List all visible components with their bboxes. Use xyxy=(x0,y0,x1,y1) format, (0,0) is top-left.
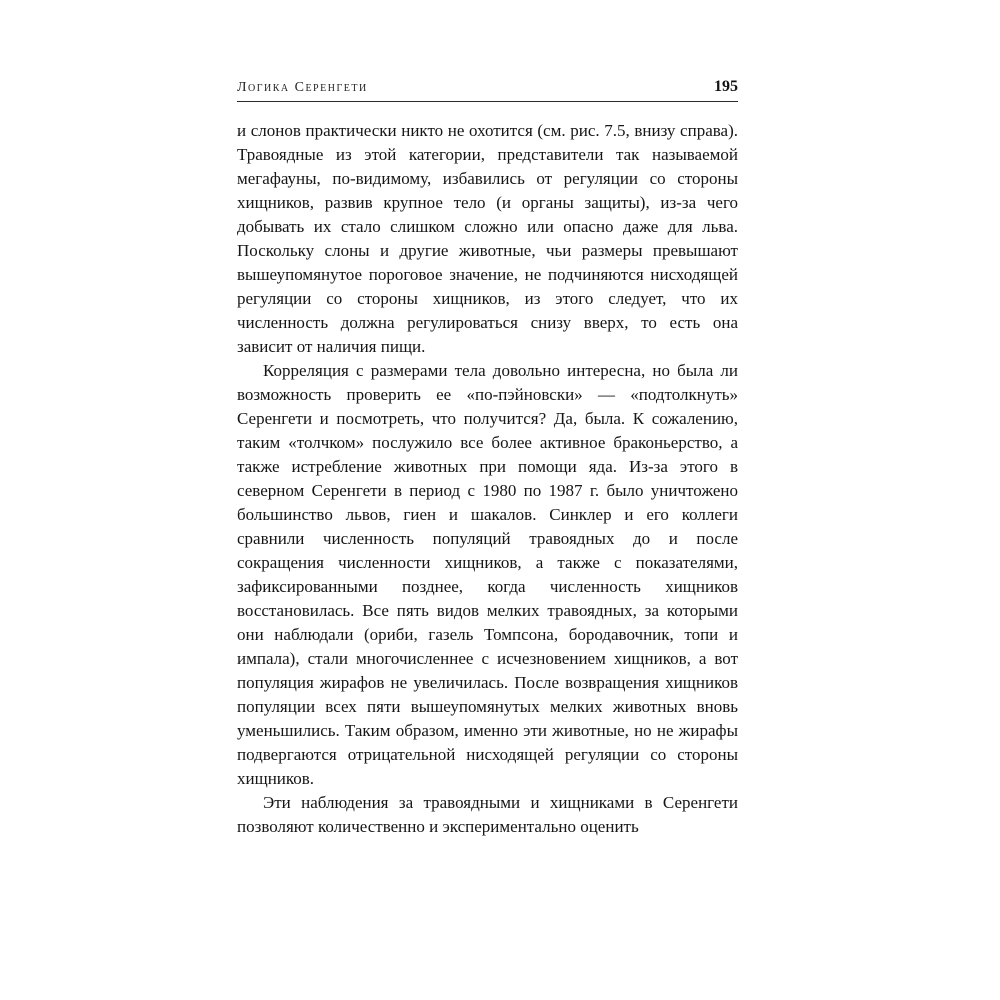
paragraph-continuation: и слонов практически никто не охотится (см. рис. 7.5, внизу справа). Травоядные из этой категории, представители так называемой мегафауны, по-видимому, избавились от регуляции со стороны хищников, развив крупное тело (и органы защиты), из-за чего добывать их стало слишком сложно или опасно даже для льва. Поскольку слоны и другие животные, чьи размеры превышают вышеупомянутое пороговое значение, не подчиняются нисходящей регуляции со стороны хищников, из этого следует, что их численность должна регулироваться снизу вверх, то есть она зависит от наличия пищи. xyxy=(237,121,738,356)
header-rule xyxy=(237,101,738,102)
paragraph: Корреляция с размерами тела довольно интересна, но была ли возможность проверить ее «по-пэйновски» — «подтолкнуть» Серенгети и посмотреть, что получится? Да, была. К сожалению, таким «толчком» послужило все более активное браконьерство, а также истребление животных при помощи яда. Из-за этого в северном Серенгети в период с 1980 по 1987 г. было уничтожено большинство львов, гиен и шакалов. Синклер и его коллеги сравнили численность популяций травоядных до и после сокращения численности хищников, а также с показателями, зафиксированными позднее, когда численность хищников восстановилась. Все пять видов мелких травоядных, за которыми они наблюдали (ориби, газель Томпсона, бородавочник, топи и импала), стали многочисленнее с исчезновением хищников, а вот популяция жирафов не увеличилась. После возвращения хищников популяции всех пяти вышеупомянутых мелких животных вновь уменьшились. Таким образом, именно эти животные, но не жирафы подвергаются отрицательной нисходящей регуляции со стороны хищников. xyxy=(237,361,738,788)
page-number: 195 xyxy=(714,78,738,95)
body-text xyxy=(237,119,738,839)
running-title: Логика Серенгети xyxy=(237,80,368,95)
page-header xyxy=(237,78,738,96)
paragraph: Эти наблюдения за травоядными и хищниками в Серенгети позволяют количественно и экспериментально оценить xyxy=(237,793,738,836)
page-content xyxy=(237,78,738,839)
